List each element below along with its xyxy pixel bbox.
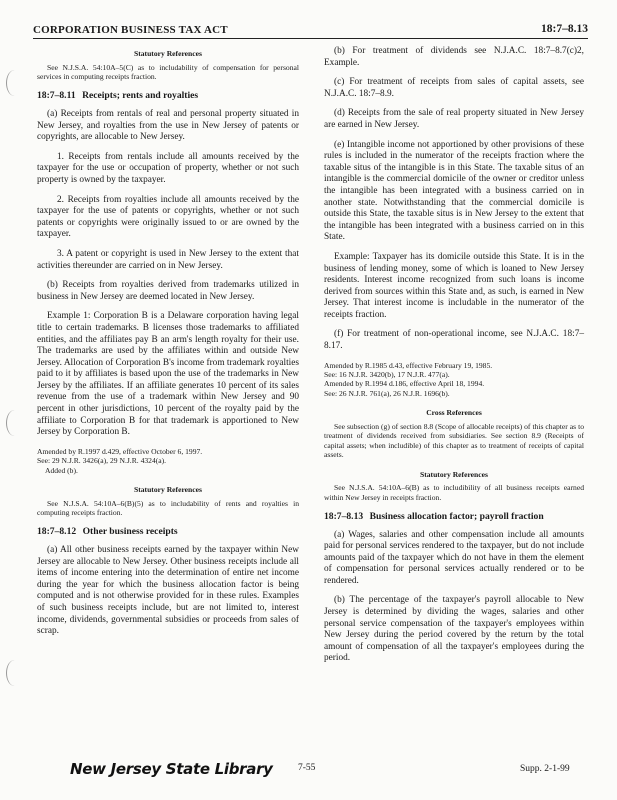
statutory-references-text: See N.J.S.A. 54:10A–6(B) as to includibility of all business receipts earned within New Jersey in receipts fraction.: [324, 483, 584, 502]
header-section-number: 18:7–8.13: [541, 23, 588, 35]
amendment-line: See: 16 N.J.R. 3420(b), 17 N.J.R. 477(a).: [324, 370, 450, 380]
statutory-references-heading: Statutory References: [134, 49, 202, 58]
section-title: Receipts; rents and royalties: [82, 90, 199, 102]
paragraph-a2: 2. Receipts from royalties include all amounts received by the taxpayer for the use of patents or copyrights, whether or not such patents or copyrights were originally issued to or are owned by the taxpayer.: [37, 194, 299, 240]
paragraph-a: (a) Receipts from rentals of real and personal property situated in New Jersey, and royalties from the use in New Jersey of patents or copyrights, are allocable to New Jersey.: [37, 109, 299, 143]
cross-references-heading: Cross References: [426, 408, 482, 418]
punch-hole-mark: [6, 70, 23, 96]
paragraph-b: (b) Receipts from royalties derived from trademarks utilized in business in New Jersey are deemed located in New Jersey.: [37, 280, 299, 302]
paragraph-b: (b) The percentage of the taxpayer's payroll allocable to New Jersey is determined by dividing the wages, salaries and other personal service compensation of the taxpayer's employees within New Jersey during the period covered by the return by the total amount of compensation of all the taxpayer's employees during the period.: [324, 595, 584, 664]
right-column: [324, 46, 584, 673]
amendment-line: Amended by R.1994 d.186, effective April 18, 1994.: [324, 379, 485, 389]
amendment-line: Amended by R.1985 d.43, effective February 19, 1985.: [324, 360, 493, 370]
supplement-date: Supp. 2-1-99: [520, 764, 570, 774]
example-paragraph: Example 1: Corporation B is a Delaware corporation having legal title to certain trademarks. B licenses those trademarks to affiliated entities, and the affiliates pay B an arm's length royalty for their use. The trademarks are used by the affiliates within and outside New Jersey. Allocation of Corporation B's income from trademark royalties paid to it by affiliates is based upon the use of the trademarks in New Jersey by the affiliates. If an affiliate generates 10 percent of its sales revenue from the use of a trademark within New Jersey and 90 percent in other jurisdictions, 10 percent of the royalty paid by the affiliate to Corporation B for that trademark is apportioned to New Jersey by Corporation B.: [37, 311, 299, 438]
amendment-history: [324, 361, 584, 399]
page-number: 7-55: [298, 763, 316, 773]
statutory-references-text: See N.J.S.A. 54:10A–5(C) as to includability of compensation for personal services in computing receipts fraction.: [37, 62, 299, 81]
amendment-line: Added (b).: [45, 465, 78, 475]
section-title: Other business receipts: [82, 526, 178, 538]
statutory-references-heading: Statutory References: [420, 469, 488, 479]
cross-references-text: See subsection (g) of section 8.8 (Scope of allocable receipts) of this chapter as to treatment of dividends received from subsidiaries. See section 8.9 (Receipts of capital assets; when includible) of this chapter as to treatment of receipts of capital assets.: [324, 421, 584, 460]
paragraph-b: (b) For treatment of dividends see N.J.A.C. 18:7–8.7(c)2, Example.: [324, 46, 584, 68]
paragraph-d: (d) Receipts from the sale of real property situated in New Jersey are earned in New Jersey.: [324, 108, 584, 130]
section-heading-8-12: [37, 526, 299, 538]
amendment-line: See: 26 N.J.R. 761(a), 26 N.J.R. 1696(b).: [324, 388, 450, 398]
punch-hole-mark: [6, 660, 23, 686]
amendment-line: See: 29 N.J.R. 3426(a), 29 N.J.R. 4324(a).: [37, 456, 167, 466]
statutory-references-heading: Statutory References: [134, 485, 202, 495]
statutory-references-text: See N.J.S.A. 54:10A–6(B)(5) as to includability of rents and royalties in computing receipts fraction.: [37, 498, 299, 518]
section-title: Business allocation factor; payroll fraction: [369, 510, 544, 522]
paragraph-a: (a) Wages, salaries and other compensation include all amounts paid for personal services rendered to the taxpayer, but do not include amounts paid of the taxpayer which do not have in them the element of compensation for personal services actually rendered or to be rendered.: [324, 529, 584, 586]
example-paragraph: Example: Taxpayer has its domicile outside this State. It is in the business of lending money, some of which is loaned to New Jersey residents. Interest income recognized from such loans is income derived from sources within this State and, as such, is earned in New Jersey. That interest income is includable in the numerator of the receipts fraction.: [324, 251, 584, 320]
amendment-line: Amended by R.1997 d.429, effective October 6, 1997.: [37, 446, 203, 456]
page-footer: [0, 760, 617, 790]
section-heading-8-13: [324, 511, 584, 523]
left-column: [37, 46, 299, 646]
paragraph-e: (e) Intangible income not apportioned by other provisions of these rules is included in the numerator of the receipts fraction where the taxable situs of the intangible is in this State. The taxable situs of an intangible is the commercial domicile of the owner or creditor unless the intangible has been integrated with a business carried on in another state. Notwithstanding that the commercial domicile is outside this State, the taxable situs is in New Jersey to the extent that the intangible has been integrated with a business carried on in this State.: [324, 139, 584, 243]
section-number: 18:7–8.12: [37, 526, 77, 538]
running-header: [33, 22, 588, 39]
section-number: 18:7–8.11: [37, 90, 76, 102]
library-stamp: New Jersey State Library: [70, 760, 273, 778]
paragraph-a3: 3. A patent or copyright is used in New Jersey to the extent that activities thereunder are carried on in New Jersey.: [37, 248, 299, 271]
section-number: 18:7–8.13: [324, 510, 364, 522]
amendment-history: [37, 447, 299, 475]
paragraph-a: (a) All other business receipts earned by the taxpayer within New Jersey are allocable to New Jersey. Other business receipts include all items of income entering into the determination of entire net income during the year for which the business allocation factor is being computed and is not otherwise provided for in these rules. Examples of such business receipts include, but are not limited to, interest income, dividends, governmental subsidies or proceeds from sales of scrap.: [37, 545, 299, 637]
paragraph-a1: 1. Receipts from rentals include all amounts received by the taxpayer for the use or occupation of property, whether or not such property is owned by the taxpayer.: [37, 151, 299, 185]
paragraph-f: (f) For treatment of non-operational income, see N.J.A.C. 18:7–8.17.: [324, 329, 584, 352]
paragraph-c: (c) For treatment of receipts from sales of capital assets, see N.J.A.C. 18:7–8.9.: [324, 77, 584, 99]
section-heading-8-11: [37, 90, 299, 102]
punch-hole-mark: [6, 410, 23, 436]
header-title: CORPORATION BUSINESS TAX ACT: [33, 24, 228, 36]
